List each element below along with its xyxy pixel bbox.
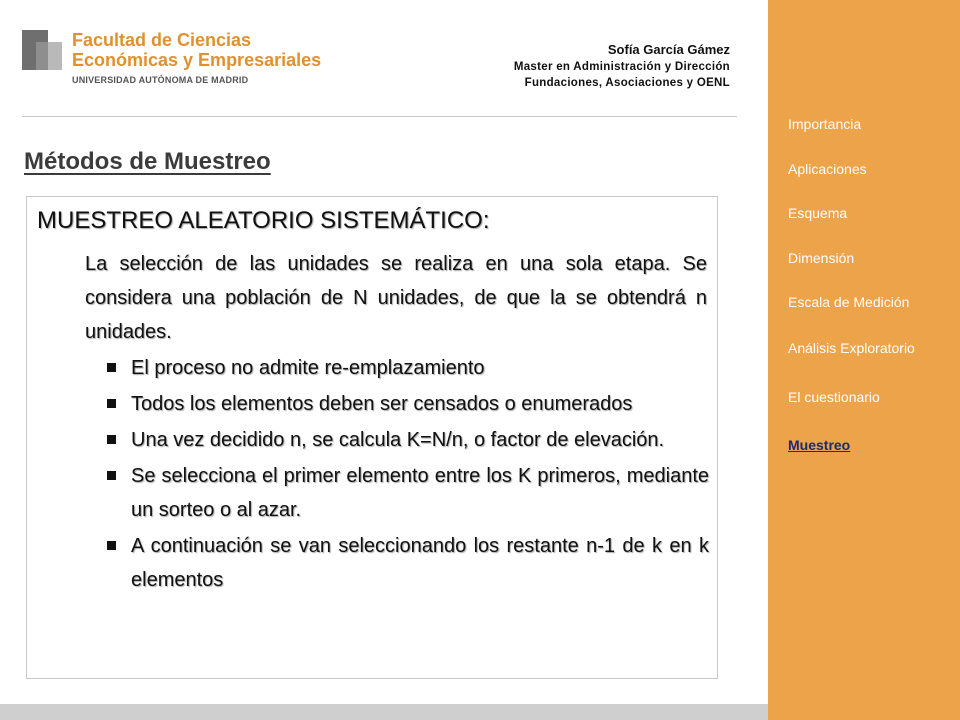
bullet-text: Todos los elementos deben ser censados o enumerados <box>131 393 633 415</box>
bullet-text: El proceso no admite re-emplazamiento <box>131 357 485 379</box>
list-item <box>105 529 709 597</box>
list-item <box>105 459 709 527</box>
square-bullet-icon <box>107 435 116 444</box>
bullet-list <box>105 351 709 599</box>
sidebar-item-escala-medicion[interactable]: Escala de Medición <box>788 294 910 310</box>
faculty-logo <box>22 30 322 90</box>
sidebar-item-cuestionario[interactable]: El cuestionario <box>788 389 880 405</box>
square-bullet-icon <box>107 399 116 408</box>
sidebar-item-aplicaciones[interactable]: Aplicaciones <box>788 161 867 177</box>
logo-title-line1: Facultad de Ciencias <box>72 30 252 50</box>
logo-university: UNIVERSIDAD AUTÓNOMA DE MADRID <box>72 75 249 85</box>
bullet-text: A continuación se van seleccionando los restante n-1 de k en k elementos <box>131 535 709 591</box>
section-title: Métodos de Muestreo <box>24 148 271 175</box>
square-bullet-icon <box>107 363 116 372</box>
footer-bar <box>0 704 768 720</box>
sidebar-item-dimension[interactable]: Dimensión <box>788 250 855 266</box>
program-line-2: Fundaciones, Asociaciones y OENL <box>524 77 730 89</box>
sidebar-nav <box>768 0 960 720</box>
list-item <box>105 387 709 421</box>
bullet-text: Una vez decidido n, se calcula K=N/n, o factor de elevación. <box>131 429 665 451</box>
header-divider <box>22 116 737 117</box>
sidebar-item-importancia[interactable]: Importancia <box>788 116 862 132</box>
square-bullet-icon <box>107 471 116 480</box>
sidebar-item-esquema[interactable]: Esquema <box>788 205 848 221</box>
list-item <box>105 423 709 457</box>
content-box <box>26 196 718 679</box>
sidebar-item-analisis-exploratorio[interactable]: Análisis Exploratorio <box>788 340 915 356</box>
logo-title-line2: Económicas y Empresariales <box>72 50 322 70</box>
author-block <box>514 42 730 89</box>
logo-mark-icon <box>22 30 62 70</box>
list-item <box>105 351 709 385</box>
content-paragraph: La selección de las unidades se realiza en una sola etapa. Se considera una población de N unidades, de que la se obtendrá n unidades. <box>85 253 707 343</box>
program-line-1: Master en Administración y Dirección <box>513 61 730 73</box>
content-heading: MUESTREO ALEATORIO SISTEMÁTICO: <box>37 207 490 234</box>
author-name: Sofía García Gámez <box>607 42 730 57</box>
square-bullet-icon <box>107 541 116 550</box>
sidebar-item-muestreo[interactable]: Muestreo <box>788 437 851 453</box>
bullet-text: Se selecciona el primer elemento entre los K primeros, mediante un sorteo o al azar. <box>131 465 709 521</box>
